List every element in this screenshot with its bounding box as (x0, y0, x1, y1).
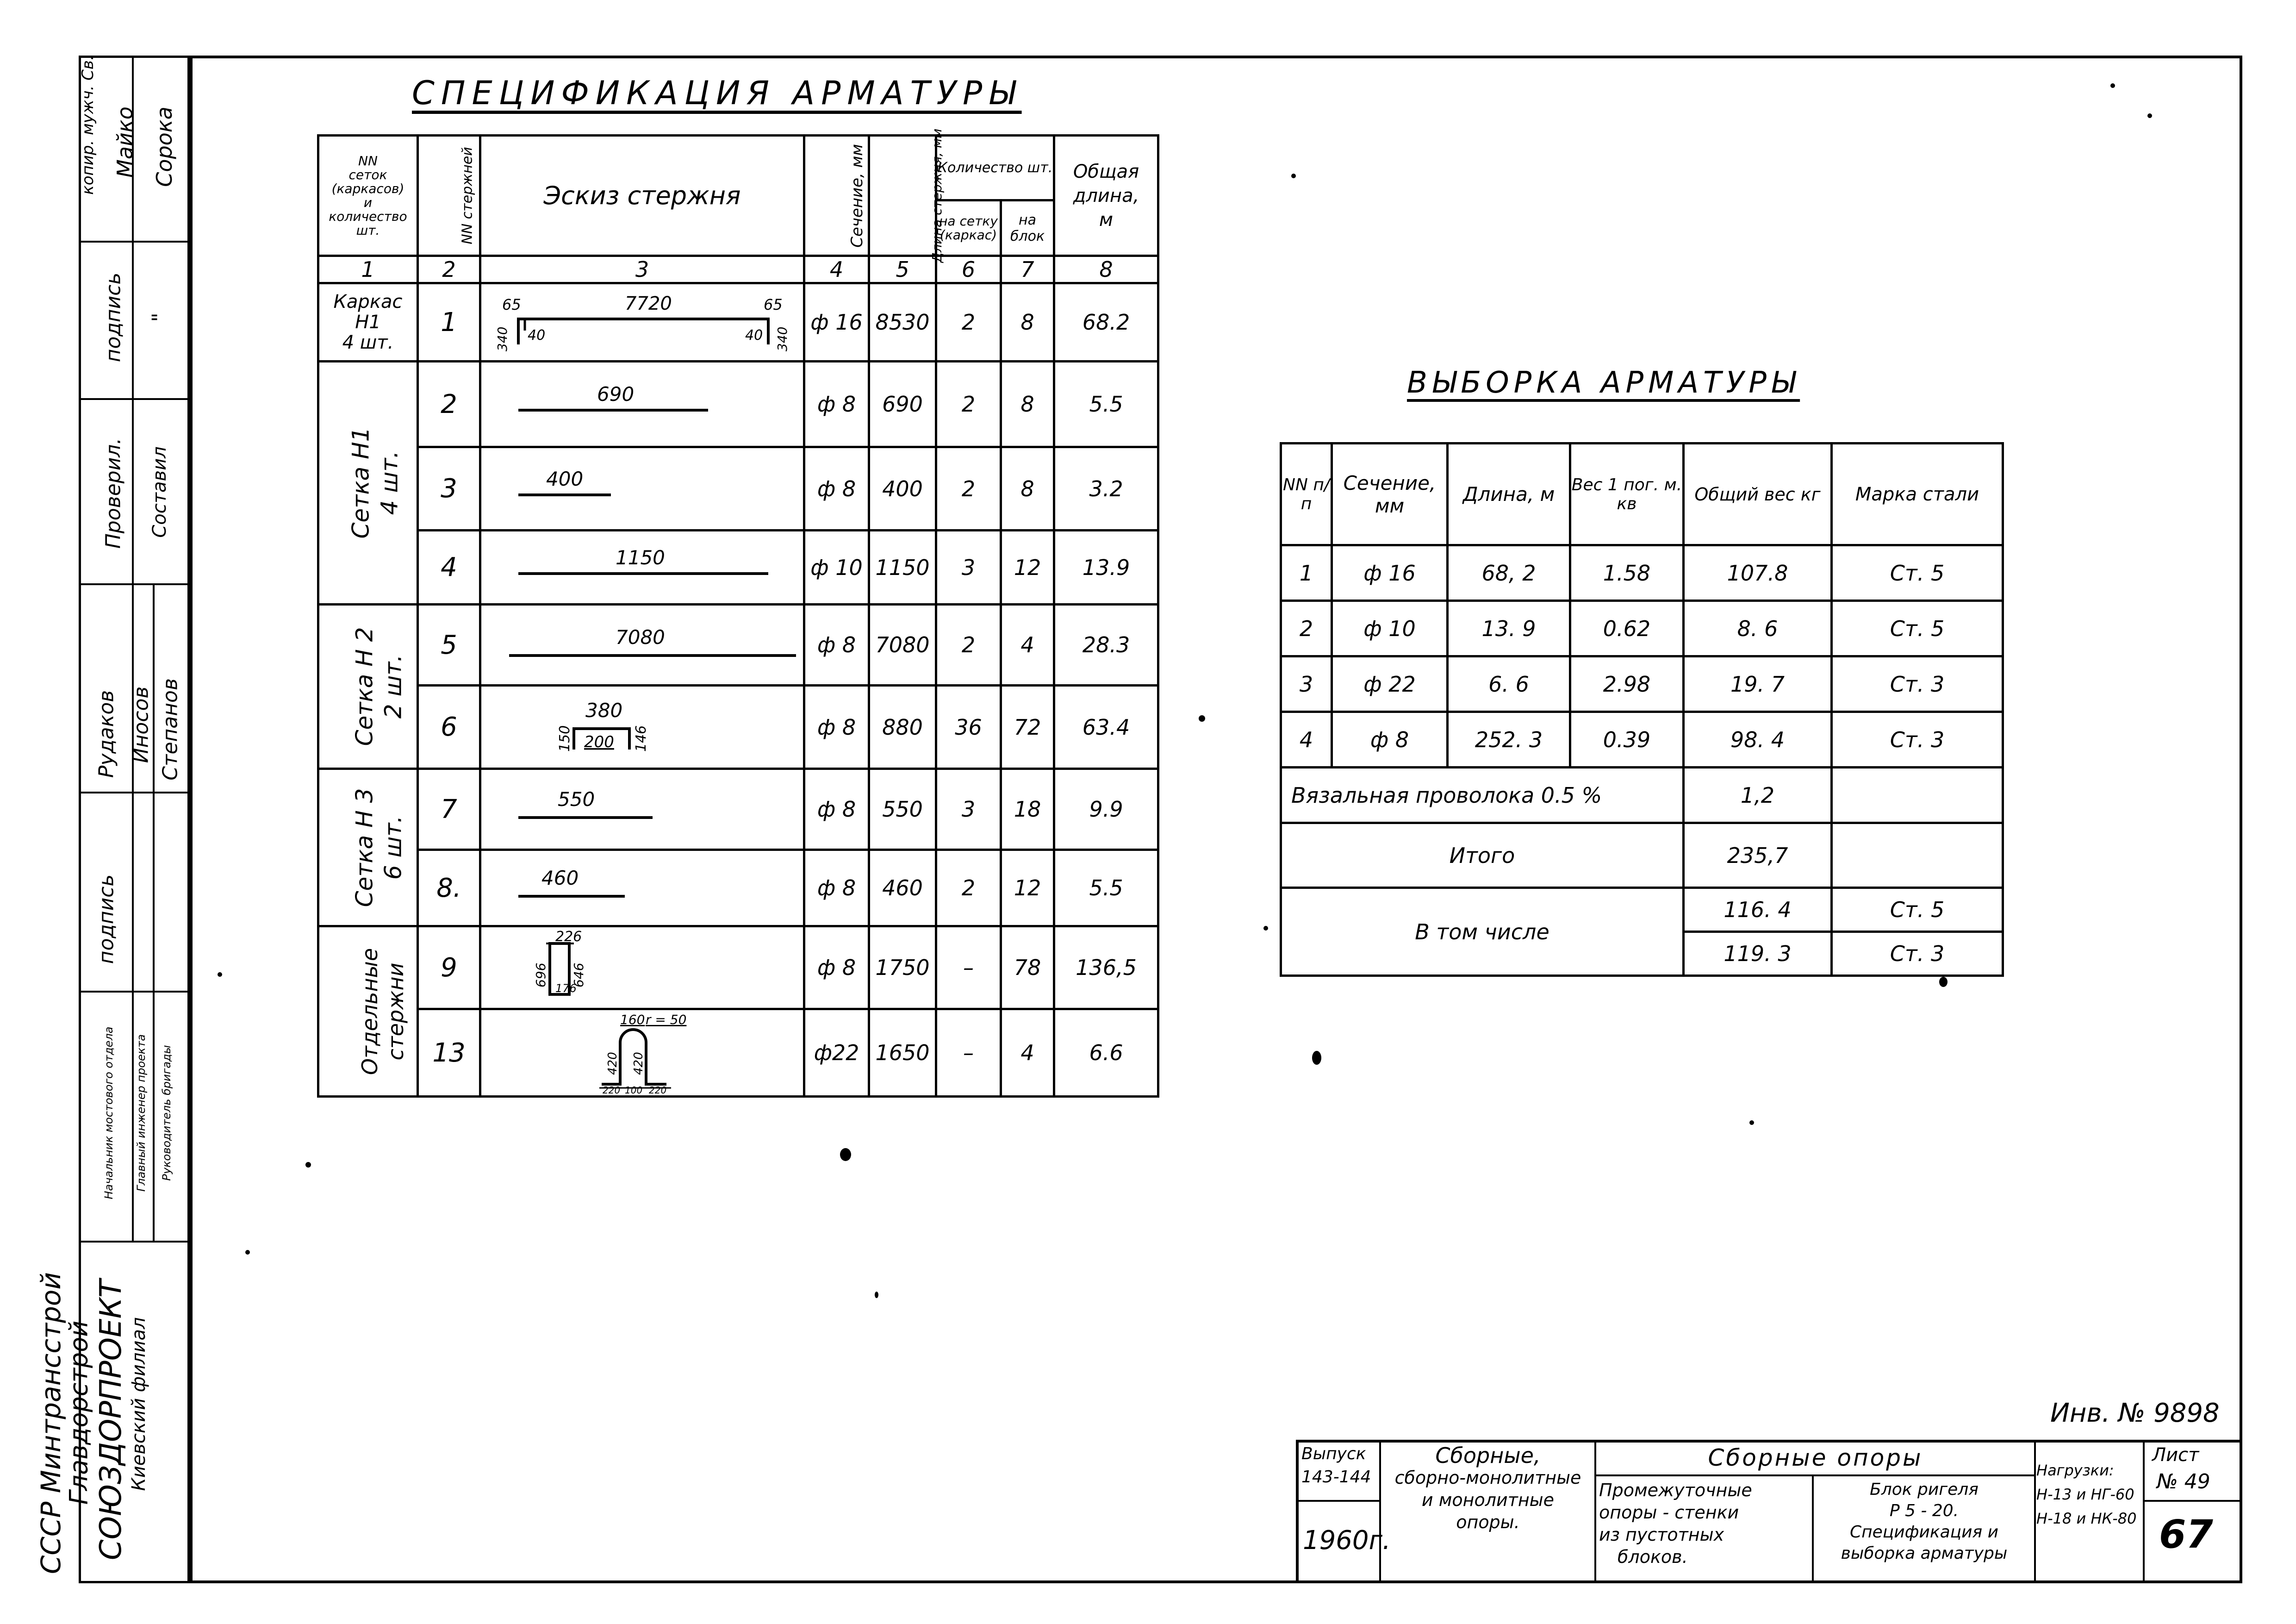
vy-header-weight: Вес 1 пог. м. кв (1570, 443, 1684, 545)
row-n: 1 (418, 283, 480, 362)
row-n: 9 (418, 926, 480, 1009)
vy-cell: 0.39 (1570, 712, 1684, 768)
vy-cell: 1.58 (1570, 545, 1684, 601)
vy-cell: 2 (1281, 601, 1332, 656)
strip-rudakov: Рудаков (94, 690, 118, 778)
vy-cell: 107.8 (1684, 545, 1832, 601)
row-length: 7080 (869, 605, 936, 686)
sketch7-label: 550 (558, 788, 595, 811)
row-total: 3.2 (1054, 447, 1158, 531)
row-per-mesh: – (936, 1009, 1001, 1097)
row-length: 880 (869, 686, 936, 769)
vy-cell: Ст. 5 (1832, 545, 2003, 601)
row-per-block: 8 (1001, 447, 1054, 531)
tb-sheet-no: № 49 (2157, 1470, 2210, 1493)
vyborka-table (1280, 442, 2004, 977)
tb-sheet-label: Лист (2152, 1444, 2199, 1466)
row-section: ф 8 (804, 926, 869, 1009)
speck (840, 1148, 851, 1161)
row-per-block: 78 (1001, 926, 1054, 1009)
colnum-7: 7 (1001, 256, 1054, 283)
vy-header-grade: Марка стали (1832, 443, 2003, 545)
row-per-mesh: 2 (936, 850, 1001, 926)
row-per-block: 12 (1001, 850, 1054, 926)
row-n: 2 (418, 362, 480, 447)
table-row (318, 605, 1158, 686)
row-n: 5 (418, 605, 480, 686)
row-length: 690 (869, 362, 936, 447)
sketch-straight-bar-3 (481, 460, 805, 516)
row-per-block: 4 (1001, 605, 1054, 686)
sketch6-right: 146 (633, 725, 649, 752)
sketch9-top: 226 (555, 929, 582, 945)
vy-incl-weight: 116. 4 (1684, 888, 1832, 932)
speck (875, 1292, 878, 1298)
vy-incl-label: В том числе (1281, 888, 1684, 976)
sketch6-mid: 200 (584, 732, 614, 751)
vy-itogo-empty (1832, 823, 2003, 888)
sketch13-b2: 100 (625, 1085, 643, 1096)
row-total: 5.5 (1054, 362, 1158, 447)
row-per-block: 72 (1001, 686, 1054, 769)
sketch13-b1: 220 (603, 1085, 621, 1096)
inventory-number: Инв. № 9898 (2050, 1398, 2220, 1428)
org-line-4: Киевский филиал (128, 1317, 149, 1491)
org-line-2: Главдорстрой (64, 1320, 93, 1505)
row-n: 3 (418, 447, 480, 531)
strip-brigade: Руководитель бригады (160, 1045, 173, 1181)
vy-wire-grade-empty (1832, 768, 2003, 823)
sketch13-radius: r = 50 (646, 1012, 687, 1027)
header-col4: Сечение, мм (804, 136, 869, 256)
vy-cell: 68, 2 (1448, 545, 1570, 601)
row-per-mesh: 2 (936, 447, 1001, 531)
row-n: 4 (418, 531, 480, 605)
sketch1-right: 65 (764, 296, 783, 313)
sketch-3 (480, 447, 804, 531)
strip-podpis-1: подпись (101, 272, 125, 362)
speck (245, 1250, 250, 1255)
vy-cell: 0.62 (1570, 601, 1684, 656)
spec-title: СПЕЦИФИКАЦИЯ АРМАТУРЫ (412, 74, 1022, 112)
vy-cell: Ст. 3 (1832, 656, 2003, 712)
sketch-5 (480, 605, 804, 686)
tb-issue-label: Выпуск (1301, 1444, 1366, 1463)
tb-series: Сборные, сборно-монолитные и монолитные опоры. (1394, 1443, 1581, 1532)
row-total: 68.2 (1054, 283, 1158, 362)
row-section: ф 8 (804, 447, 869, 531)
sketch-2 (480, 362, 804, 447)
strip-sostavil: Составил (149, 446, 170, 538)
strip-chief-engineer: Главный инженер проекта (135, 1034, 148, 1192)
vy-cell: 98. 4 (1684, 712, 1832, 768)
sketch8-label: 460 (541, 867, 579, 889)
row-length: 550 (869, 769, 936, 850)
sketch-straight-bar-8 (481, 859, 805, 915)
table-row (318, 850, 1158, 926)
sketch6-left: 150 (557, 725, 573, 752)
sketch-13 (480, 1009, 804, 1097)
vy-cell: ф 8 (1332, 712, 1448, 768)
row-length: 8530 (869, 283, 936, 362)
vy-row (1281, 545, 2003, 601)
colnum-4: 4 (804, 256, 869, 283)
header-col2: NN стержней (418, 136, 480, 256)
strip-proveril: Проверил. (101, 437, 125, 549)
group-setka-1: Сетка Н1 4 шт. (318, 362, 418, 605)
row-total: 6.6 (1054, 1009, 1158, 1097)
table-row (318, 1009, 1158, 1097)
row-total: 136,5 (1054, 926, 1158, 1009)
row-total: 28.3 (1054, 605, 1158, 686)
vy-cell: 252. 3 (1448, 712, 1570, 768)
row-total: 9.9 (1054, 769, 1158, 850)
vy-itogo-value: 235,7 (1684, 823, 1832, 888)
row-per-mesh: – (936, 926, 1001, 1009)
row-section: ф 8 (804, 686, 869, 769)
row-section: ф 8 (804, 605, 869, 686)
row-per-block: 8 (1001, 283, 1054, 362)
sketch-straight-bar-7 (481, 781, 805, 836)
row-section: ф22 (804, 1009, 869, 1097)
row-per-mesh: 2 (936, 283, 1001, 362)
strip-stepanov: Степанов (158, 678, 182, 781)
strip-head-mostovoi: Начальник мостового отдела (102, 1026, 115, 1199)
vy-incl-grade: Ст. 3 (1832, 932, 2003, 976)
vy-cell: 2.98 (1570, 656, 1684, 712)
vy-cell: 1 (1281, 545, 1332, 601)
speck (218, 972, 222, 977)
row-per-mesh: 3 (936, 531, 1001, 605)
speck (1939, 977, 1948, 987)
colnum-6: 6 (936, 256, 1001, 283)
vy-itogo-label: Итого (1281, 823, 1684, 888)
sketch2-label: 690 (597, 383, 635, 406)
sketch-straight-bar-2 (481, 375, 805, 431)
speck (1312, 1051, 1321, 1065)
vy-cell: Ст. 5 (1832, 601, 2003, 656)
speck (1199, 715, 1205, 722)
row-length: 1650 (869, 1009, 936, 1097)
colnum-8: 8 (1054, 256, 1158, 283)
sketch1-h-right: 340 (775, 326, 790, 351)
table-row (318, 926, 1158, 1009)
row-length: 1150 (869, 531, 936, 605)
sketch13-r: 420 (632, 1052, 646, 1075)
tb-page: 67 (2159, 1512, 2213, 1557)
strip-copier: копир. мужч. Св. (79, 55, 97, 195)
row-per-block: 4 (1001, 1009, 1054, 1097)
sketch-7 (480, 769, 804, 850)
row-per-mesh: 2 (936, 605, 1001, 686)
strip-podpis-2: подпись (94, 874, 118, 964)
table-row (318, 362, 1158, 447)
table-row (318, 447, 1158, 531)
vy-wire-label: Вязальная проволока 0.5 % (1281, 768, 1684, 823)
sketch4-label: 1150 (616, 546, 665, 569)
vy-cell: ф 16 (1332, 545, 1448, 601)
strip-ditto-1: " (148, 312, 172, 322)
row-n: 8. (418, 850, 480, 926)
strip-maiko: Майко (112, 106, 137, 178)
strip-inosov: Иносов (129, 686, 153, 763)
row-per-block: 8 (1001, 362, 1054, 447)
row-per-mesh: 2 (936, 362, 1001, 447)
org-line-3: СОЮЗДОРПРОЕКТ (94, 1279, 128, 1561)
row-total: 13.9 (1054, 531, 1158, 605)
tb-desc: Промежуточные опоры - стенки из пустотных блоков. (1599, 1480, 1752, 1567)
vy-header-total: Общий вес кг (1684, 443, 1832, 545)
sketch1-in-left: 40 (528, 327, 546, 344)
header-col6: на сетку (каркас) (936, 200, 1001, 256)
vy-incl-weight: 119. 3 (1684, 932, 1832, 976)
row-length: 460 (869, 850, 936, 926)
speck (1263, 926, 1268, 931)
vy-cell: Ст. 3 (1832, 712, 2003, 768)
header-col67: Количество шт. (936, 136, 1054, 200)
vy-wire-weight: 1,2 (1684, 768, 1832, 823)
vy-cell: 19. 7 (1684, 656, 1832, 712)
sketch9-bottom: 176 (555, 982, 577, 995)
colnum-3: 3 (480, 256, 804, 283)
header-col5: Длина стержня, мм (869, 136, 936, 256)
row-per-block: 12 (1001, 531, 1054, 605)
row-section: ф 10 (804, 531, 869, 605)
speck (2147, 113, 2152, 118)
row-per-block: 18 (1001, 769, 1054, 850)
vy-row (1281, 656, 2003, 712)
row-n: 13 (418, 1009, 480, 1097)
sketch-straight-bar-5 (481, 616, 805, 672)
vy-cell: 3 (1281, 656, 1332, 712)
vy-cell: 4 (1281, 712, 1332, 768)
sketch1-left: 65 (502, 296, 521, 313)
table-row (318, 531, 1158, 605)
vy-row (1281, 712, 2003, 768)
sketch-6 (480, 686, 804, 769)
header-col3: Эскиз стержня (480, 136, 804, 256)
sketch-stirrup-9 (481, 927, 805, 1006)
vy-cell: 13. 9 (1448, 601, 1570, 656)
row-per-mesh: 36 (936, 686, 1001, 769)
row-section: ф 8 (804, 362, 869, 447)
sketch-bent-bar-6 (481, 687, 805, 766)
vyborka-title: ВЫБОРКА АРМАТУРЫ (1407, 366, 1800, 400)
vy-cell: ф 10 (1332, 601, 1448, 656)
table-row (318, 769, 1158, 850)
sketch-bent-bar-1 (481, 284, 805, 358)
sketch-9 (480, 926, 804, 1009)
table-row (318, 283, 1158, 362)
sketch-8 (480, 850, 804, 926)
group-setka-2: Сетка Н 2 2 шт. (318, 605, 418, 769)
sketch1-top: 7720 (625, 293, 672, 314)
row-n: 6 (418, 686, 480, 769)
colnum-5: 5 (869, 256, 936, 283)
group-setka-3: Сетка Н 3 6 шт. (318, 769, 418, 926)
sketch13-b3: 220 (649, 1085, 667, 1096)
row-length: 400 (869, 447, 936, 531)
sketch9-right: 646 (571, 962, 586, 987)
vy-cell: 6. 6 (1448, 656, 1570, 712)
vy-incl-grade: Ст. 5 (1832, 888, 2003, 932)
strip-soroka: Сорока (152, 106, 177, 187)
vy-cell: 8. 6 (1684, 601, 1832, 656)
speck (1291, 174, 1296, 178)
sketch-4 (480, 531, 804, 605)
spec-table (317, 128, 1159, 1098)
org-line-1: СССР Минтрансстрой (35, 1272, 67, 1574)
row-length: 1750 (869, 926, 936, 1009)
speck (2110, 83, 2115, 88)
header-col7: на блок (1001, 200, 1054, 256)
sketch13-top: 160 (620, 1012, 645, 1027)
sketch-straight-bar-4 (481, 539, 805, 594)
colnum-2: 2 (418, 256, 480, 283)
tb-loads: Нагрузки: Н-13 и НГ-60 Н-18 и НК-80 (2036, 1462, 2137, 1527)
sketch-1 (480, 283, 804, 362)
vy-header-length: Длина, м (1448, 443, 1570, 545)
row-section: ф 8 (804, 769, 869, 850)
speck (1749, 1120, 1754, 1125)
tb-sheet-title: Блок ригеля Р 5 - 20. Спецификация и выборка арматуры (1841, 1480, 2008, 1563)
sketch-loop-13 (481, 1010, 805, 1096)
header-col8: Общая длина, м (1054, 136, 1158, 256)
speck (305, 1162, 311, 1168)
row-total: 63.4 (1054, 686, 1158, 769)
tb-subject: Сборные опоры (1708, 1444, 1923, 1471)
sketch9-left: 696 (533, 962, 548, 987)
row-section: ф 8 (804, 850, 869, 926)
vy-cell: ф 22 (1332, 656, 1448, 712)
vy-header-nn: NN п/п (1281, 443, 1332, 545)
row-per-mesh: 3 (936, 769, 1001, 850)
sketch5-label: 7080 (616, 626, 665, 649)
vy-row (1281, 601, 2003, 656)
sketch1-in-right: 40 (745, 327, 763, 344)
sketch13-l: 420 (606, 1052, 620, 1075)
row-n: 7 (418, 769, 480, 850)
sketch3-label: 400 (546, 467, 584, 490)
row-section: ф 16 (804, 283, 869, 362)
row-total: 5.5 (1054, 850, 1158, 926)
sketch1-h-left: 340 (495, 326, 510, 351)
colnum-1: 1 (318, 256, 418, 283)
tb-year: 1960г. (1303, 1525, 1391, 1555)
group-karkas: Каркас Н1 4 шт. (318, 283, 418, 362)
header-col1: NN сеток (каркасов) и количество шт. (318, 136, 418, 256)
sketch6-top: 380 (585, 699, 623, 722)
tb-issue: 143-144 (1301, 1468, 1371, 1487)
group-otdelnye: Отдельные стержни (318, 926, 418, 1097)
table-row (318, 686, 1158, 769)
vy-header-section: Сечение, мм (1332, 443, 1448, 545)
